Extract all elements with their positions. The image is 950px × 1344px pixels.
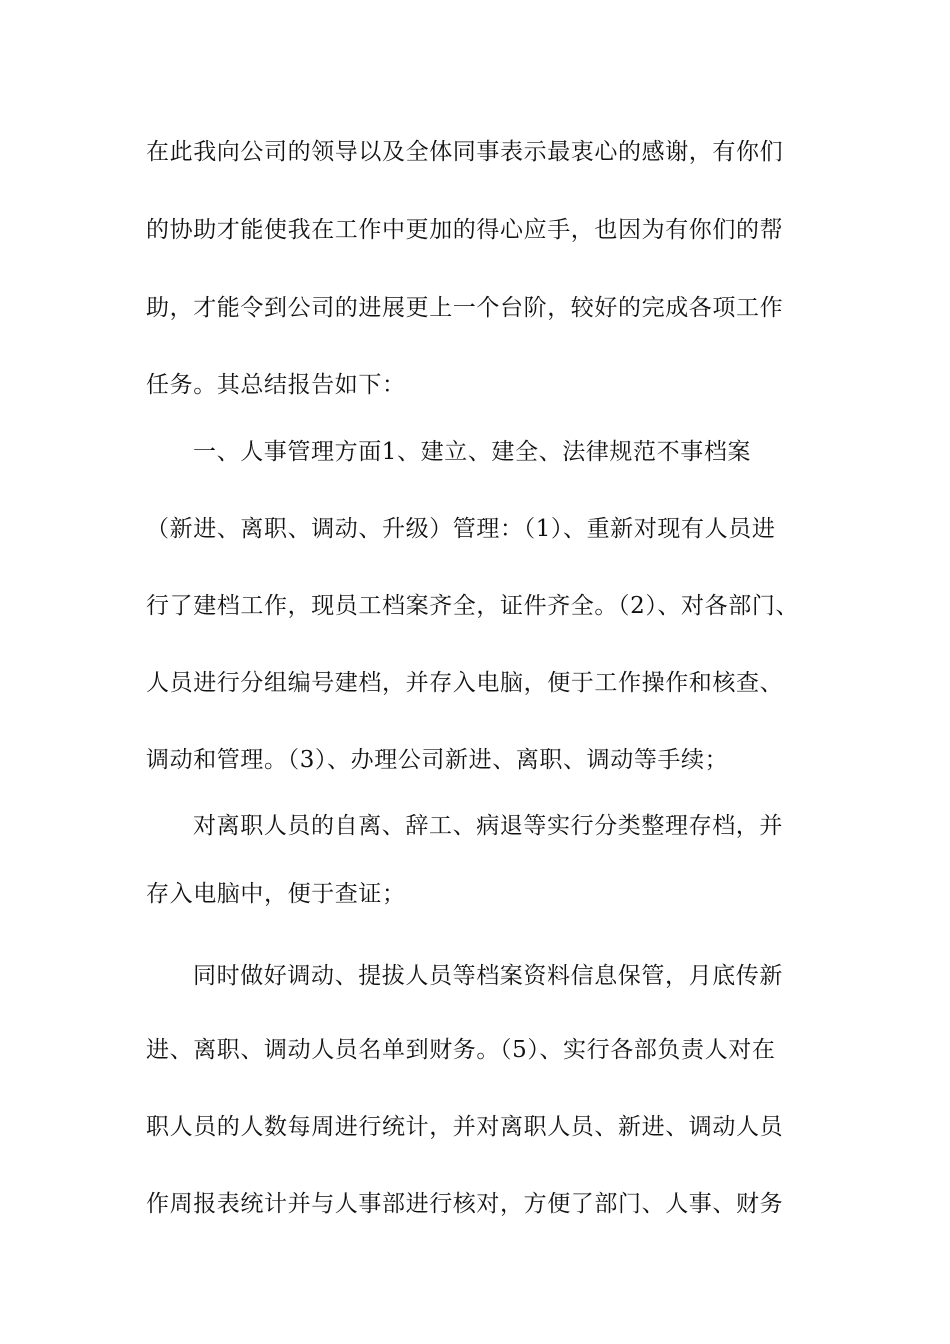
section-heading: 一、人事管理方面1、建立、建全、法律规范不事档案	[193, 439, 752, 465]
text-line: （新进、离职、调动、升级）管理：（1）、重新对现有人员进	[146, 516, 776, 542]
text-line: 行了建档工作，现员工档案齐全，证件齐全。（2）、对各部门、	[146, 593, 800, 619]
paragraph-start: 同时做好调动、提拔人员等档案资料信息保管，月底传新	[193, 963, 783, 989]
text-line: 进、离职、调动人员名单到财务。（5）、实行各部负责人对在	[146, 1037, 776, 1063]
text-line: 调动和管理。（3）、办理公司新进、离职、调动等手续；	[146, 747, 729, 773]
text-line: 的协助才能使我在工作中更加的得心应手，也因为有你们的帮	[146, 217, 784, 243]
text-line: 人员进行分组编号建档，并存入电脑，便于工作操作和核查、	[146, 670, 784, 696]
text-line: 存入电脑中，便于查证；	[146, 881, 406, 907]
text-line: 在此我向公司的领导以及全体同事表示最衷心的感谢，有你们	[146, 139, 784, 165]
text-line: 任务。其总结报告如下：	[146, 372, 406, 398]
text-line: 职人员的人数每周进行统计，并对离职人员、新进、调动人员	[146, 1114, 784, 1140]
text-line: 作周报表统计并与人事部进行核对，方便了部门、人事、财务	[146, 1191, 784, 1217]
paragraph-start: 对离职人员的自离、辞工、病退等实行分类整理存档，并	[193, 813, 783, 839]
text-line: 助，才能令到公司的进展更上一个台阶，较好的完成各项工作	[146, 295, 784, 321]
